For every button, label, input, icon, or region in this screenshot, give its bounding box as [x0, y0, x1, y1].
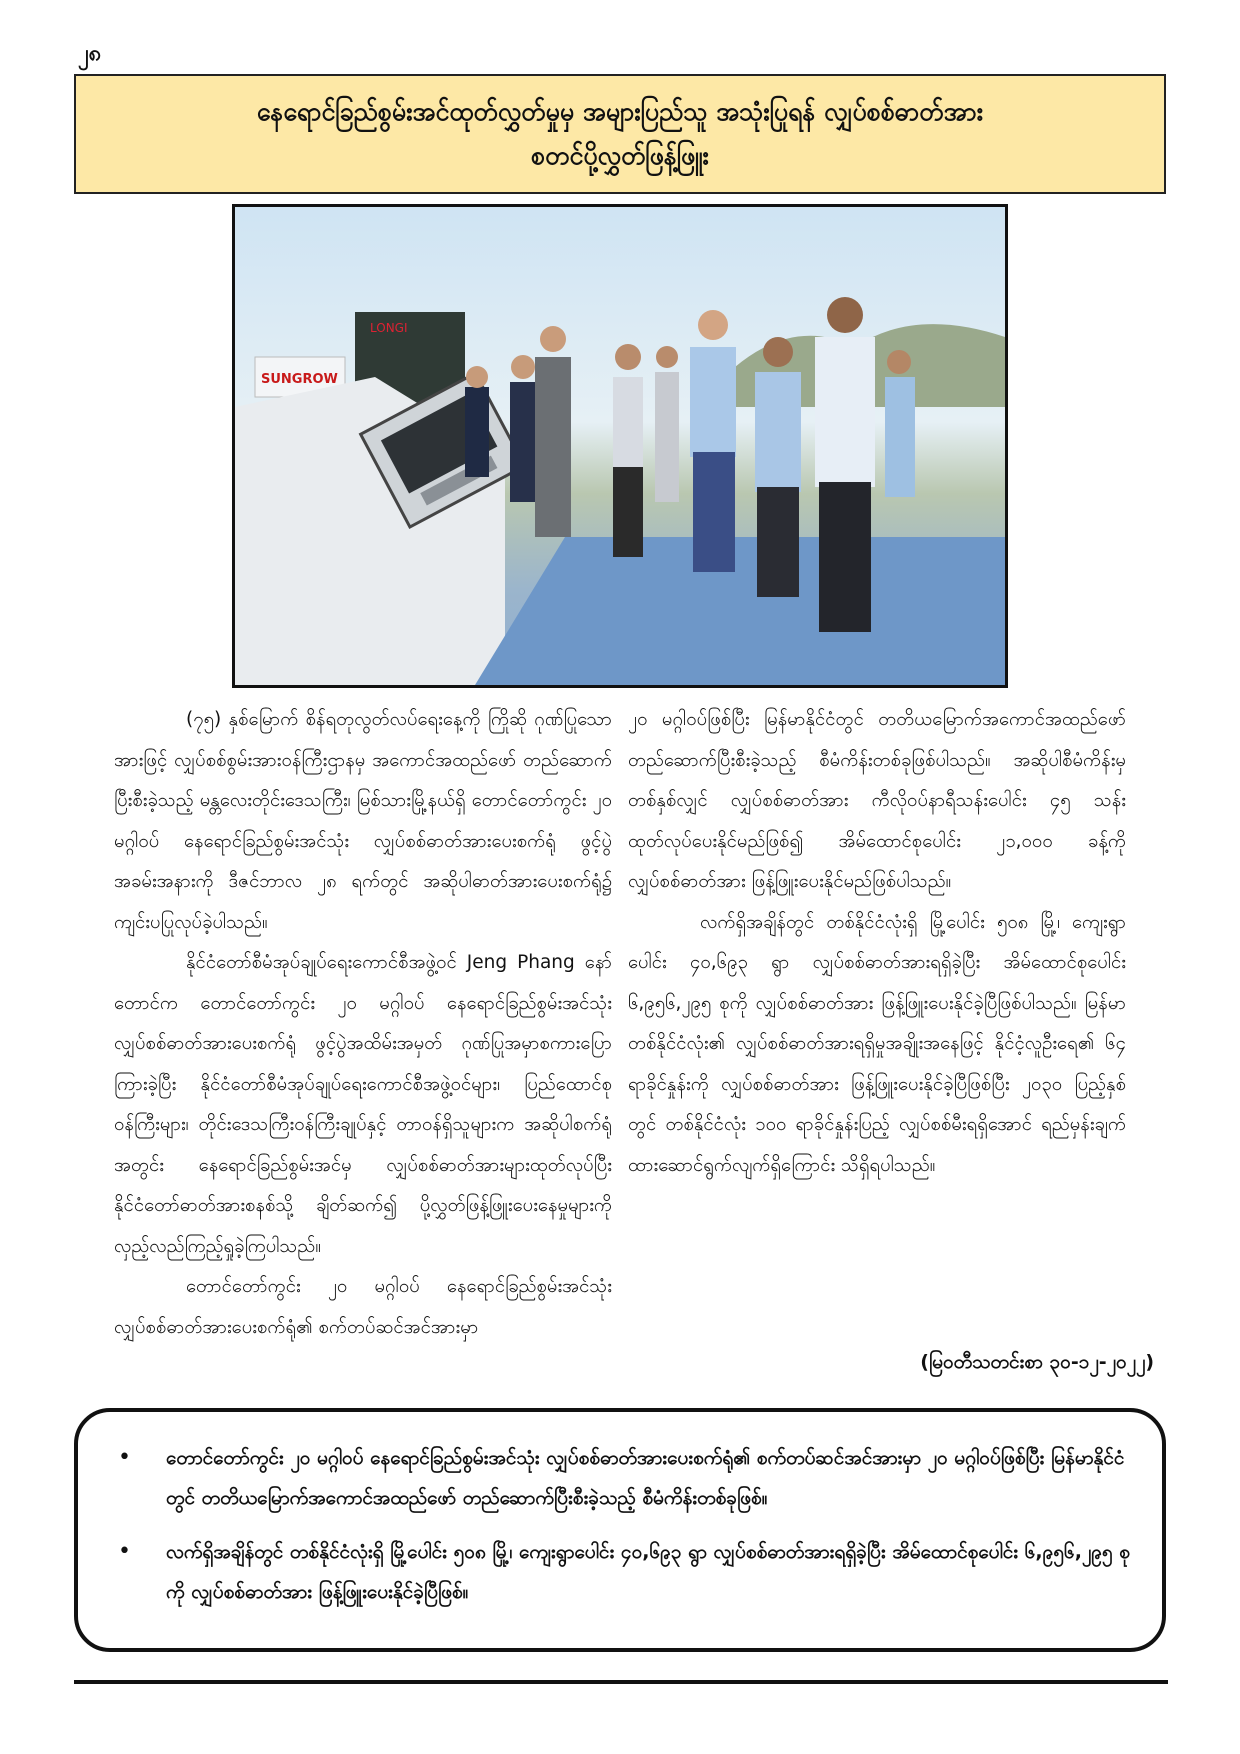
bullet-icon: •: [118, 1539, 131, 1564]
headline-line-2: စတင်ပို့လွှတ်ဖြန့်ဖြူး: [531, 141, 709, 170]
summary-text: လက်ရှိအချိန်တွင် တစ်နိုင်ငံလုံးရှိ မြို့ပေါင်း ၅၀၈ မြို့၊ ကျေးရွာပေါင်း ၄၀,၆၉၃ ရွာ လျှပ်စစ်ဓာတ်အားရရှိခဲ့ပြီး အိမ်ထောင်စုပေါင်း ၆,၉၅၆,၂၉၅ စုကို လျှပ်စစ်ဓာတ်အား ဖြန့်ဖြူးပေးနိုင်ခဲ့ပြီဖြစ်။: [166, 1541, 1130, 1603]
article-photo: [232, 204, 1008, 688]
blue-carpet: [475, 537, 1005, 685]
article-column-left: [114, 700, 612, 1348]
article-column-right: [628, 700, 1126, 1186]
headline-box: [74, 74, 1166, 194]
bullet-icon: •: [118, 1445, 131, 1470]
source-citation: (မြဝတီသတင်းစာ ၃၀-၁၂-၂၀၂၂): [920, 1351, 1154, 1373]
article-paragraph: ၂၀ မဂ္ဂါဝပ်ဖြစ်ပြီး မြန်မာနိုင်ငံတွင် တတိယမြောက်အကောင်အထည်ဖော် တည်ဆောက်ပြီးစီးခဲ့သည့် စီမံကိန်းတစ်ခုဖြစ်ပါသည်။ အဆိုပါစီမံကိန်းမှ တစ်နှစ်လျှင် လျှပ်စစ်ဓာတ်အား ကီလိုဝပ်နာရီသန်းပေါင်း ၄၅ သန်း ထုတ်လုပ်ပေးနိုင်မည်ဖြစ်၍ အိမ်ထောင်စုပေါင်း ၂၁,၀၀၀ ခန့်ကို လျှပ်စစ်ဓာတ်အား ဖြန့်ဖြူးပေးနိုင်မည်ဖြစ်ပါသည်။: [628, 709, 1126, 892]
article-paragraph: တောင်တော်ကွင်း ၂၀ မဂ္ဂါဝပ် နေရောင်ခြည်စွမ်းအင်သုံး လျှပ်စစ်ဓာတ်အားပေးစက်ရုံ၏ စက်တပ်ဆင်အင်အားမှာ: [114, 1276, 612, 1338]
summary-box: [74, 1408, 1166, 1652]
photo-scene: [235, 207, 1005, 685]
headline-line-1: နေရောင်ခြည်စွမ်းအင်ထုတ်လွှတ်မှုမှ အများပြည်သူ အသုံးပြုရန် လျှပ်စစ်ဓာတ်အား: [256, 97, 984, 126]
summary-item: [118, 1532, 1132, 1612]
article-paragraph: နိုင်ငံတော်စီမံအုပ်ချုပ်ရေးကောင်စီအဖွဲ့ဝင် Jeng Phang နော်တောင်က တောင်တော်ကွင်း ၂၀ မဂ္ဂါဝပ် နေရောင်ခြည်စွမ်းအင်သုံး လျှပ်စစ်ဓာတ်အားပေးစက်ရုံ ဖွင့်ပွဲအထိမ်းအမှတ် ဂုဏ်ပြုအမှာစကားပြောကြားခဲ့ပြီး နိုင်ငံတော်စီမံအုပ်ချုပ်ရေးကောင်စီအဖွဲ့ဝင်များ၊ ပြည်ထောင်စုဝန်ကြီးများ၊ တိုင်းဒေသကြီးဝန်ကြီးချုပ်နှင့် တာဝန်ရှိသူများက အဆိုပါစက်ရုံအတွင်း နေရောင်ခြည်စွမ်းအင်မှ လျှပ်စစ်ဓာတ်အားများထုတ်လုပ်ပြီး နိုင်ငံတော်ဓာတ်အားစနစ်သို့ ချိတ်ဆက်၍ ပို့လွှတ်ဖြန့်ဖြူးပေးနေမှုများကို လှည့်လည်ကြည့်ရှုခဲ့ကြပါသည်။: [114, 952, 612, 1257]
bottom-rule: [74, 1680, 1168, 1684]
sungrow-banner-text: SUNGROW: [261, 372, 338, 387]
article-paragraph: လက်ရှိအချိန်တွင် တစ်နိုင်ငံလုံးရှိ မြို့ပေါင်း ၅၀၈ မြို့၊ ကျေးရွာပေါင်း ၄၀,၆၉၃ ရွာ လျှပ်စစ်ဓာတ်အားရရှိခဲ့ပြီး အိမ်ထောင်စုပေါင်း ၆,၉၅၆,၂၉၅ စုကို လျှပ်စစ်ဓာတ်အား ဖြန့်ဖြူးပေးနိုင်ခဲ့ပြီဖြစ်ပါသည်။ မြန်မာတစ်နိုင်ငံလုံး၏ လျှပ်စစ်ဓာတ်အားရရှိမှုအချိုးအနေဖြင့် နိုင်ငံ့လူဦးရေ၏ ၆၄ ရာခိုင်နှုန်းကို လျှပ်စစ်ဓာတ်အား ဖြန့်ဖြူးပေးနိုင်ခဲ့ပြီဖြစ်ပြီး ၂၀၃၀ ပြည့်နှစ်တွင် တစ်နိုင်ငံလုံး ၁၀၀ ရာခိုင်နှုန်းပြည့် လျှပ်စစ်မီးရရှိအောင် ရည်မှန်းချက်ထားဆောင်ရွက်လျက်ရှိကြောင်း သိရှိရပါသည်။: [628, 911, 1126, 1176]
summary-text: တောင်တော်ကွင်း ၂၀ မဂ္ဂါဝပ် နေရောင်ခြည်စွမ်းအင်သုံး လျှပ်စစ်ဓာတ်အားပေးစက်ရုံ၏ စက်တပ်ဆင်အင်အားမှာ ၂၀ မဂ္ဂါဝပ်ဖြစ်ပြီး မြန်မာနိုင်ငံတွင် တတိယမြောက်အကောင်အထည်ဖော် တည်ဆောက်ပြီးစီးခဲ့သည့် စီမံကိန်းတစ်ခုဖြစ်။: [166, 1447, 1125, 1509]
page-number: ၂၈: [78, 41, 102, 66]
longi-sign-text: LONGI: [370, 321, 408, 335]
summary-item: [118, 1438, 1132, 1518]
article-paragraph: (၇၅) နှစ်မြောက် စိန်ရတုလွတ်လပ်ရေးနေ့ကို ကြိုဆို ဂုဏ်ပြုသောအားဖြင့် လျှပ်စစ်စွမ်းအားဝန်ကြီးဌာနမှ အကောင်အထည်ဖော် တည်ဆောက်ပြီးစီးခဲ့သည့် မန္တလေးတိုင်းဒေသကြီး၊ မြစ်သားမြို့နယ်ရှိ တောင်တော်ကွင်း ၂၀ မဂ္ဂါဝပ် နေရောင်ခြည်စွမ်းအင်သုံး လျှပ်စစ်ဓာတ်အားပေးစက်ရုံ ဖွင့်ပွဲအခမ်းအနားကို ဒီဇင်ဘာလ ၂၈ ရက်တွင် အဆိုပါဓာတ်အားပေးစက်ရုံ၌ ကျင်းပပြုလုပ်ခဲ့ပါသည်။: [114, 709, 612, 933]
